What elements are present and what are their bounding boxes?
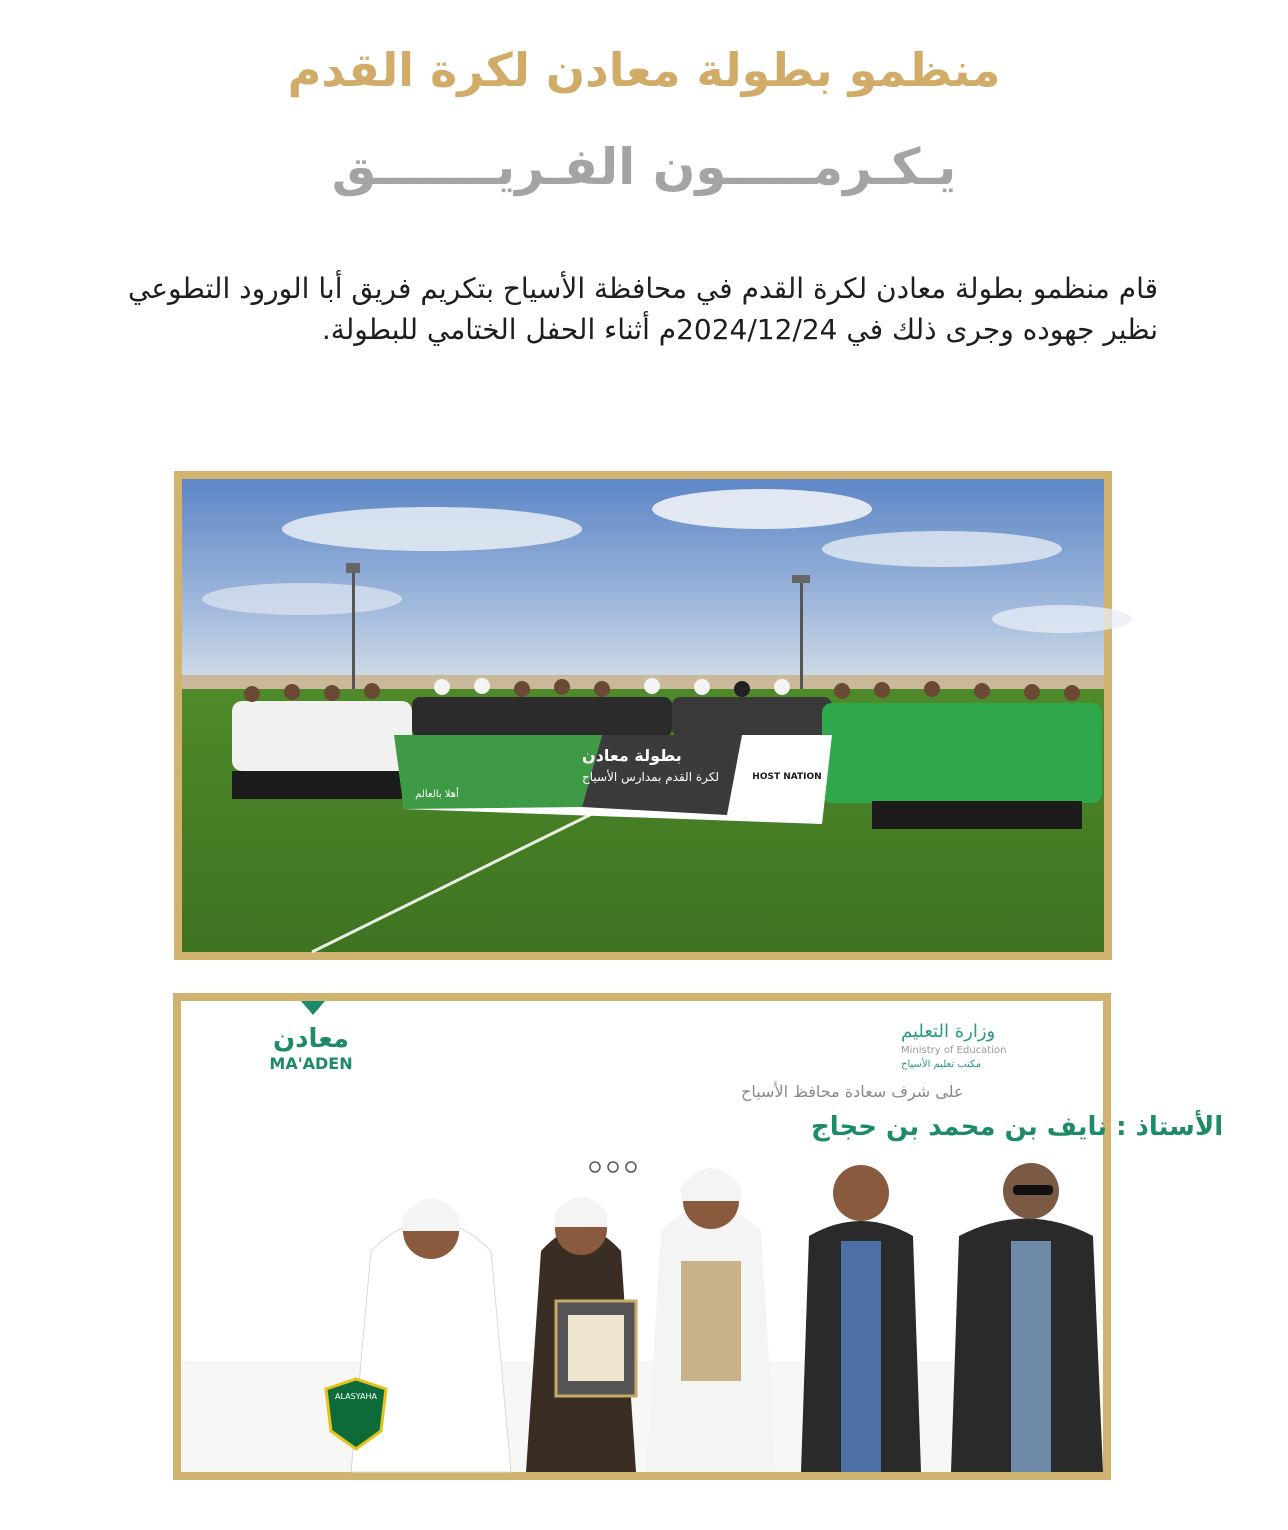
patronage-line: على شرف سعادة محافظ الأسياح xyxy=(741,1082,964,1101)
banner-title-line-1: بطولة معادن xyxy=(582,746,682,765)
svg-text:ALASYAHA: ALASYAHA xyxy=(335,1392,377,1401)
maaden-logo-en: MA'ADEN xyxy=(269,1054,353,1073)
ministry-logo-ar: وزارة التعليم xyxy=(901,1021,996,1042)
banner-tag: أهلا بالعالم xyxy=(415,789,459,800)
maaden-logo-ar: معادن xyxy=(272,1024,350,1054)
award-ceremony-photo xyxy=(173,993,1224,1480)
governor-name: الأستاذ : نايف بن محمد بن حجاج xyxy=(811,1112,1224,1142)
team-group-photo xyxy=(174,471,1112,960)
article-title: منظمو بطولة معادن لكرة القدم xyxy=(287,43,1001,97)
ministry-logo-en: Ministry of Education xyxy=(901,1045,1007,1056)
ministry-office: مكتب تعليم الأسياح xyxy=(901,1059,982,1070)
banner-title-line-2: لكرة القدم بمدارس الأسياح xyxy=(582,770,720,784)
banner-logo: HOST NATION xyxy=(752,772,822,782)
tournament-banner xyxy=(394,735,832,824)
article-body: قام منظمو بطولة معادن لكرة القدم في محافظة الأسياح بتكريم فريق أبا الورود التطوعي نظير جهوده وجرى ذلك في 2024/12/24م أثناء الحفل الختامي للبطولة. xyxy=(128,272,1158,346)
article-subtitle: يـكـرمـــــون الفـريـــــــق xyxy=(331,138,957,196)
